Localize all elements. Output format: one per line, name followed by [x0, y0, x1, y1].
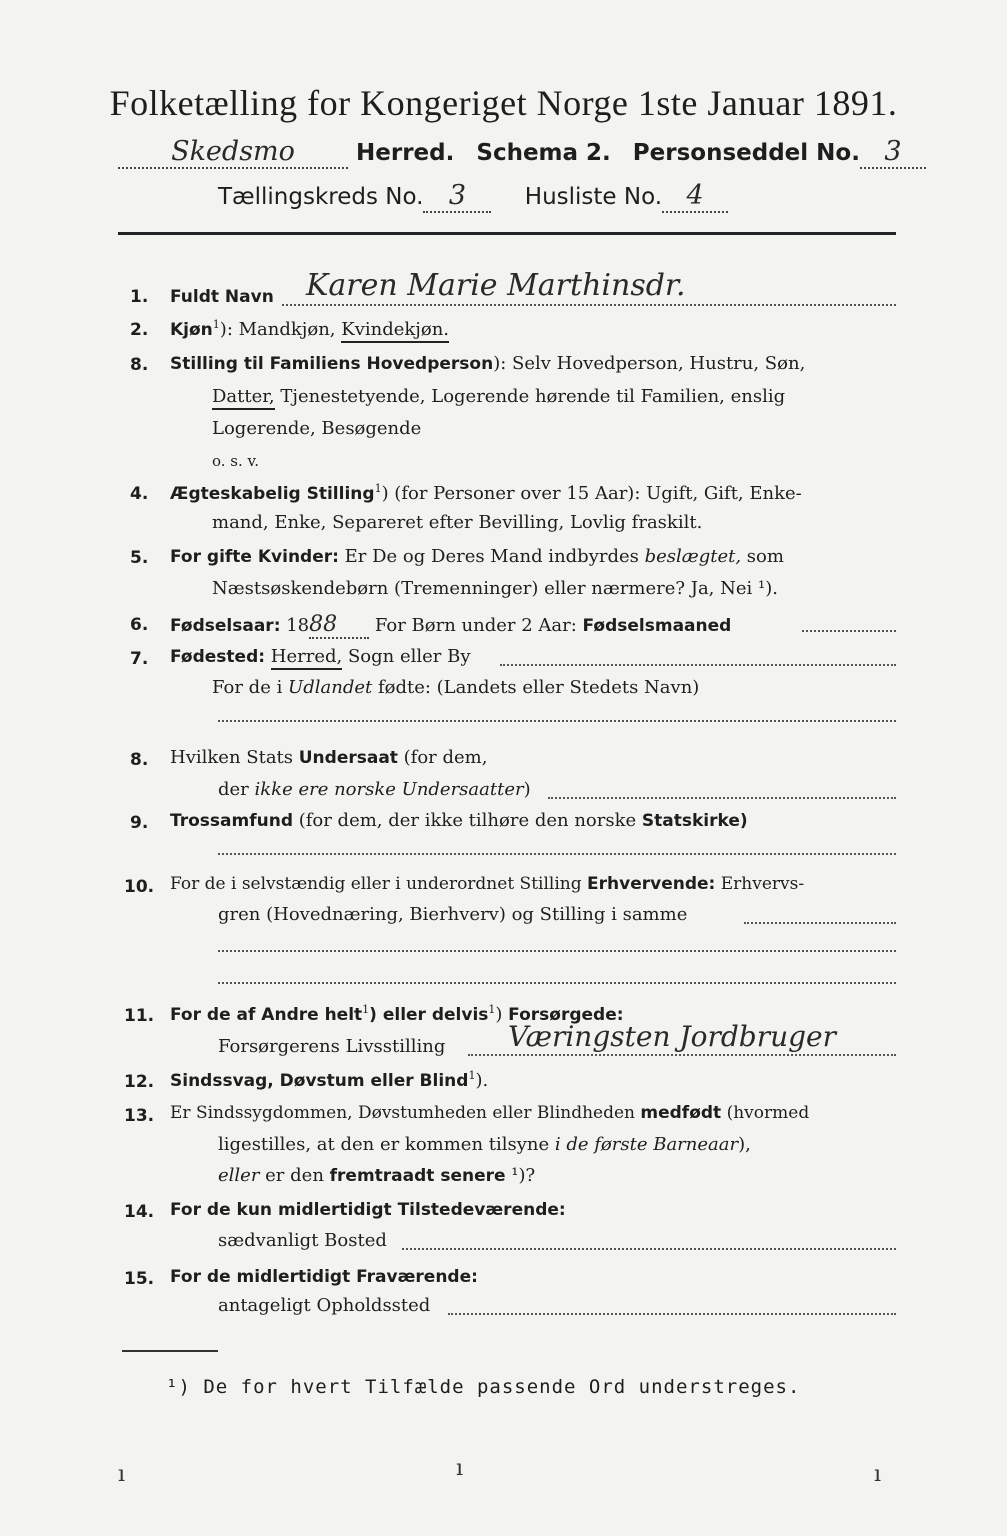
married-women-italic: beslægtet, — [644, 546, 742, 567]
item-number: 8. — [130, 750, 149, 770]
family-position-line-2 — [212, 386, 785, 407]
usual-residence-field — [402, 1248, 896, 1250]
family-position-selected: Datter, — [212, 386, 275, 410]
taellingskreds-label: Tællingskreds No. — [218, 184, 424, 210]
citizenship-prefix: Hvilken Stats — [170, 747, 299, 768]
tick-mark: ı — [874, 1462, 882, 1487]
footnote-ref: 1 — [488, 1003, 496, 1016]
item-number: 9. — [130, 813, 149, 833]
occupation-end: Erhvervs- — [715, 874, 805, 894]
temporary-absent-label: For de midlertidigt Fraværende: — [170, 1267, 478, 1287]
provider-occupation-label: Forsørgerens Livsstilling — [218, 1036, 446, 1057]
disability-close: ). — [475, 1070, 489, 1091]
birthplace-options: Sogn eller By — [342, 646, 471, 667]
family-position-line-4: o. s. v. — [212, 452, 259, 470]
footnote: ¹) De for hvert Tilfælde passende Ord understreges. — [166, 1376, 801, 1398]
married-women-label: For gifte Kvinder: — [170, 547, 339, 567]
abroad-rest: fødte: (Landets eller Stedets Navn) — [372, 677, 700, 698]
married-women-end: som — [741, 546, 784, 567]
taellingskreds-value: 3 — [448, 180, 467, 211]
marital-line-2: mand, Enke, Separeret efter Bevilling, Lovlig fraskilt. — [212, 512, 703, 533]
dependent-partial: ) eller delvis — [369, 1005, 489, 1025]
provider-occupation-value: Væringsten Jordbruger — [508, 1020, 837, 1053]
congenital-line-1 — [170, 1103, 809, 1123]
birthplace-line-1 — [170, 646, 471, 667]
congenital-close: ), — [738, 1134, 751, 1155]
birth-month-field — [802, 630, 896, 632]
presumed-residence-field — [448, 1313, 896, 1315]
occupation-label: Erhvervende: — [587, 874, 716, 894]
item-number: 12. — [124, 1072, 155, 1092]
occupation-field-3 — [218, 982, 896, 984]
citizenship-italic: ikke ere norske Undersaatter — [254, 779, 524, 800]
citizenship-field — [548, 797, 896, 799]
citizenship-close: ) — [523, 779, 531, 800]
husliste-field — [662, 180, 728, 213]
usual-residence-label: sædvanligt Bosted — [218, 1230, 387, 1251]
congenital-later-label: fremtraadt senere — [329, 1166, 506, 1186]
item-number: 8. — [130, 355, 149, 375]
item-number: 7. — [130, 649, 149, 669]
herred-value: Skedsmo — [171, 136, 295, 167]
footnote-ref: 1 — [374, 482, 382, 495]
footnote-ref: 1 — [212, 318, 220, 331]
abroad-italic: Udlandet — [288, 677, 373, 698]
birth-year-line — [170, 612, 731, 639]
family-position-line-3: Logerende, Besøgende — [212, 418, 422, 439]
birth-year-value: 88 — [309, 612, 338, 637]
full-name-field — [282, 304, 896, 306]
married-women-question: Er De og Deres Mand indbyrdes — [338, 546, 645, 567]
item-number: 1. — [130, 287, 149, 307]
religion-end: Statskirke) — [641, 811, 748, 831]
header-rule — [118, 232, 896, 235]
temporary-present-label: For de kun midlertidigt Tilstedeværende: — [170, 1200, 566, 1220]
birth-year-field — [309, 612, 369, 639]
family-position-label: Stilling til Familiens Hovedperson — [170, 354, 494, 374]
item-number: 10. — [124, 877, 155, 897]
birth-year-label: Fødselsaar: — [170, 616, 281, 636]
birthplace-field — [500, 664, 896, 666]
husliste-label: Husliste No. — [524, 184, 663, 210]
religion-text: (for dem, der ikke tilhøre den norske — [292, 810, 642, 831]
abroad-field — [218, 720, 896, 722]
schema-label: Schema 2. — [476, 140, 611, 166]
item-number: 11. — [124, 1006, 155, 1026]
birthplace-label: Fødested: — [170, 647, 266, 667]
presumed-residence-label: antageligt Opholdssted — [218, 1295, 431, 1316]
family-position-options-2: Tjenestetyende, Logerende hørende til Familien, enslig — [274, 386, 786, 407]
congenital-question: Er Sindssygdommen, Døvstumheden eller Blindheden — [170, 1103, 641, 1123]
dependent-close: ) — [495, 1004, 509, 1025]
occupation-field-1 — [744, 922, 896, 924]
full-name-value: Karen Marie Marthinsdr. — [306, 268, 686, 303]
marital-options: ) (for Personer over 15 Aar): Ugift, Gift, Enke- — [381, 483, 802, 504]
congenital-or: eller — [218, 1165, 260, 1186]
citizenship-line-1 — [170, 747, 487, 768]
congenital-line-2 — [218, 1134, 751, 1155]
citizenship-prefix-2: der — [218, 779, 255, 800]
occupation-text: For de i selvstændig eller i underordnet Stilling — [170, 874, 588, 894]
religion-label: Trossamfund — [170, 811, 293, 831]
tick-mark: ı — [456, 1456, 464, 1481]
congenital-text: ligestilles, at den er kommen tilsyne — [218, 1134, 555, 1155]
item-number: 2. — [130, 320, 149, 340]
tick-mark: ı — [118, 1462, 126, 1487]
herred-label: Herred. — [356, 140, 455, 166]
citizenship-label: Undersaat — [298, 748, 398, 768]
birth-month-prompt: For Børn under 2 Aar: — [369, 615, 583, 636]
birthplace-line-2 — [212, 677, 699, 698]
footnote-rule — [122, 1350, 218, 1352]
personseddel-field — [860, 136, 926, 169]
item-number: 13. — [124, 1106, 155, 1126]
family-position-line-1 — [170, 353, 805, 374]
birth-year-prefix: 18 — [280, 615, 310, 636]
personseddel-label: Personseddel No. — [632, 140, 860, 166]
religion-line — [170, 810, 748, 831]
kreds-line — [218, 180, 728, 213]
marital-label: Ægteskabelig Stilling — [170, 484, 375, 504]
disability-label: Sindssvag, Døvstum eller Blind — [170, 1071, 469, 1091]
provider-occupation-field — [468, 1054, 896, 1056]
gender-label: Kjøn — [170, 320, 213, 340]
citizenship-rest: (for dem, — [397, 747, 488, 768]
congenital-end: (hvormed — [721, 1103, 810, 1123]
married-women-line-2: Næstsøskendebørn (Tremenninger) eller nærmere? Ja, Nei ¹). — [212, 578, 778, 599]
gender-options: ): Mandkjøn, — [219, 319, 342, 340]
herred-line — [118, 136, 926, 169]
congenital-label: medfødt — [640, 1103, 722, 1123]
gender-line — [170, 318, 449, 340]
footnote-ref: 1 — [468, 1069, 476, 1082]
abroad-prefix: For de i — [212, 677, 289, 698]
herred-field — [118, 136, 348, 169]
item-number: 6. — [130, 615, 149, 635]
birth-month-label: Fødselsmaaned — [582, 616, 732, 636]
item-number: 4. — [130, 484, 149, 504]
item-number: 14. — [124, 1202, 155, 1222]
family-position-options: ): Selv Hovedperson, Hustru, Søn, — [493, 353, 806, 374]
congenital-text-2: er den — [259, 1165, 330, 1186]
full-name-label: Fuldt Navn — [170, 287, 274, 307]
footnote-ref: 1 — [362, 1003, 370, 1016]
item-number: 5. — [130, 548, 149, 568]
form-title: Folketælling for Kongeriget Norge 1ste Januar 1891. — [109, 83, 898, 123]
personseddel-value: 3 — [884, 136, 902, 167]
congenital-italic: i de første Barneaar — [554, 1134, 739, 1155]
citizenship-line-2 — [218, 779, 531, 800]
dependent-label: Forsørgede: — [508, 1005, 624, 1025]
congenital-ref: ¹)? — [505, 1165, 536, 1186]
disability-line — [170, 1069, 488, 1091]
married-women-line-1 — [170, 546, 784, 567]
marital-line-1 — [170, 482, 802, 504]
husliste-value: 4 — [686, 180, 704, 211]
birthplace-selected: Herred, — [271, 646, 342, 670]
dependent-prefix: For de af Andre helt — [170, 1005, 363, 1025]
taellingskreds-field — [423, 180, 491, 213]
congenital-line-3 — [218, 1165, 535, 1186]
gender-selected: Kvindekjøn. — [341, 319, 449, 343]
occupation-line-2: gren (Hovednæring, Bierhverv) og Stilling i samme — [218, 904, 688, 925]
occupation-field-2 — [218, 950, 896, 952]
item-number: 15. — [124, 1269, 155, 1289]
occupation-line-1 — [170, 874, 804, 894]
religion-field — [218, 853, 896, 855]
